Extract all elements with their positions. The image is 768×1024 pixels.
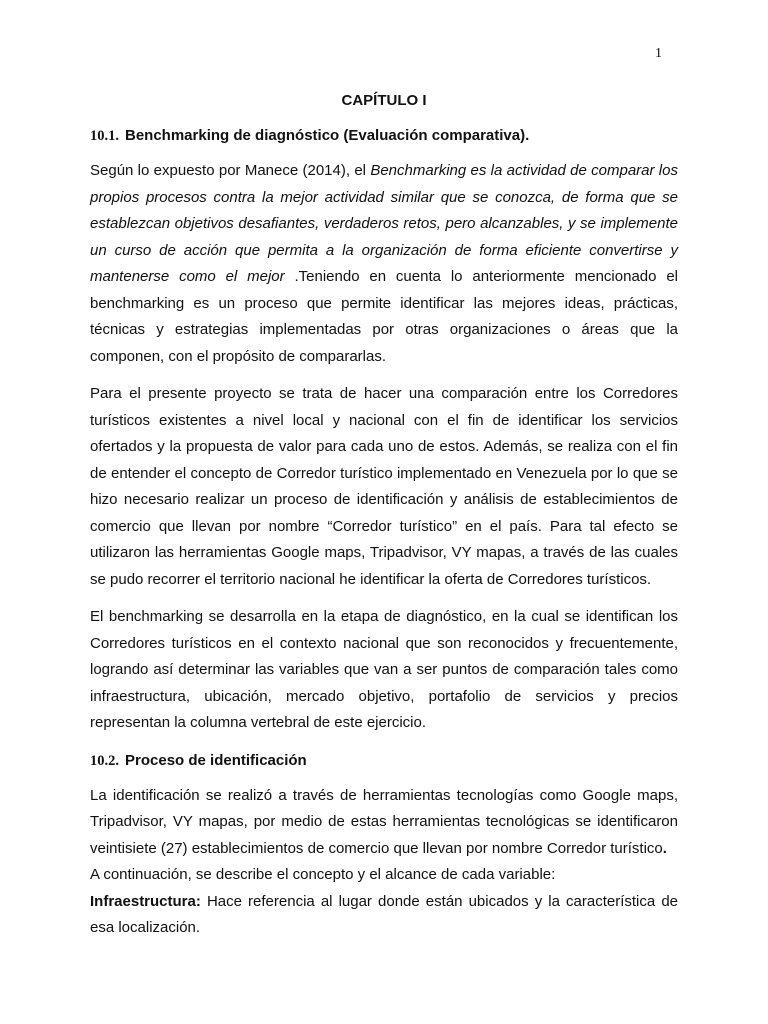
section-heading-10-1 <box>90 123 678 149</box>
term-label: Infraestructura: <box>90 892 201 910</box>
section-title: Benchmarking de diagnóstico (Evaluación comparativa). <box>125 127 530 144</box>
document-body <box>90 88 678 942</box>
section-number: 10.1. <box>90 128 119 144</box>
paragraph-infrastructure <box>90 889 678 942</box>
chapter-title: CAPÍTULO I <box>341 92 427 109</box>
paragraph-identification <box>90 783 678 863</box>
page-number: 1 <box>655 46 662 61</box>
paragraph-tail: .Teniendo en cuenta lo anteriormente mencionado el benchmarking es un proceso que permite identificar las mejores ideas, prácticas, técnicas y estrategias implementadas por otras organizaciones o áreas que la componen, con el propósito de compararlas. <box>90 268 679 365</box>
quoted-definition: Benchmarking es la actividad de comparar los propios procesos contra la mejor actividad similar que se conozca, de forma que se establezcan objetivos desafiantes, verdaderos retos, pero alcanzables, y se implemente un curso de acción que permita a la organización de forma eficiente convertirse y mantenerse como el mejor <box>90 162 678 285</box>
term-definition: Hace referencia al lugar donde están ubicados y la característica de esa localización. <box>90 892 678 936</box>
paragraph-variables-intro: A continuación, se describe el concepto y el alcance de cada variable: <box>90 866 556 883</box>
paragraph-lead: Según lo expuesto por Manece (2014), el <box>90 162 371 179</box>
section-title: Proceso de identificación <box>125 751 307 769</box>
section-heading-10-2 <box>90 748 678 774</box>
paragraph-project-comparison: Para el presente proyecto se trata de hacer una comparación entre los Corredores turísticos existentes a nivel local y nacional con el fin de identificar los servicios ofertados y la propuesta de valor para cada uno de estos. Además, se realiza con el fin de entender el concepto de Corredor turístico implementado en Venezuela por lo que se hizo necesario realizar un proceso de identificación y análisis de establecimientos de comercio que llevan por nombre “Corredor turístico” en el país. Para tal efecto se utilizaron las herramientas Google maps, Tripadvisor, VY mapas, a través de las cuales se pudo recorrer el territorio nacional he identificar la oferta de Corredores turísticos. <box>90 385 678 588</box>
paragraph-period: . <box>662 839 667 857</box>
paragraph-text: La identificación se realizó a través de herramientas tecnologías como Google maps, Tripadvisor, VY mapas, por medio de estas herramientas tecnológicas se identificaron veintisiete (27) establecimientos de comercio que llevan por nombre Corredor turístico <box>90 786 678 857</box>
section-number: 10.2. <box>90 752 119 769</box>
paragraph-diagnostic-stage: El benchmarking se desarrolla en la etapa de diagnóstico, en la cual se identifican los Corredores turísticos en el contexto nacional que son reconocidos y frecuentemente, logrando así determinar las variables que van a ser puntos de comparación tales como infraestructura, ubicación, mercado objetivo, portafolio de servicios y precios representan la columna vertebral de este ejercicio. <box>90 608 678 731</box>
paragraph-benchmarking-definition <box>90 158 678 370</box>
